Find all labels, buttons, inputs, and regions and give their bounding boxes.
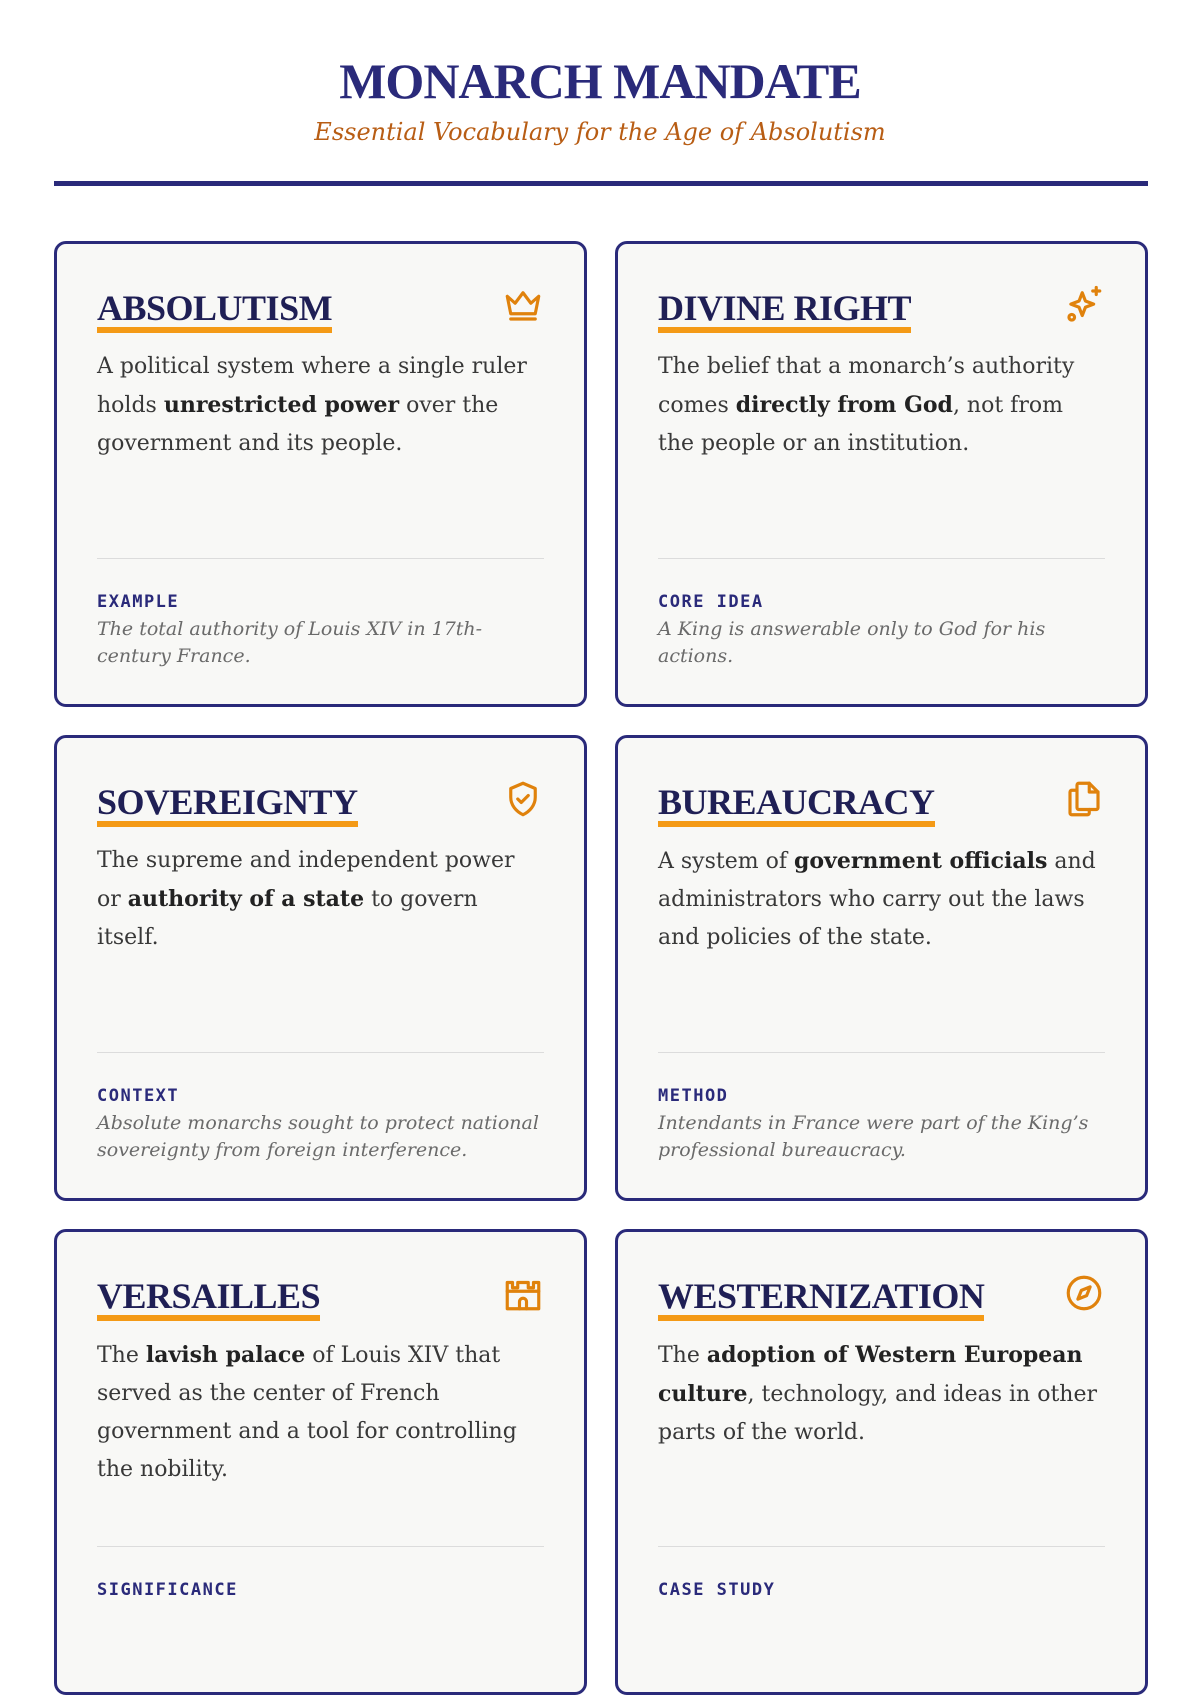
- card-definition: [658, 348, 1105, 463]
- definition-text: The belief that a monarch’s authority comes: [658, 354, 1075, 418]
- definition-text: The: [97, 1343, 146, 1368]
- page-subtitle: Essential Vocabulary for the Age of Absolutism: [314, 118, 886, 146]
- card-note-label: CONTEXT: [97, 1086, 180, 1106]
- card-note-text: A King is answerable only to God for his actions.: [658, 618, 1046, 667]
- definition-text: of Louis XIV that served as the center of French government and a tool for controlling the nobility.: [97, 1343, 517, 1482]
- shield-check-icon: [502, 778, 544, 820]
- card-divider: [658, 558, 1105, 559]
- card-note-label: CORE IDEA: [658, 592, 764, 612]
- card-note-text: Absolute monarchs sought to protect national sovereignty from foreign interference.: [97, 1112, 539, 1161]
- definition-text: A political system where a single ruler holds: [97, 354, 527, 418]
- vocabulary-card: [54, 735, 587, 1201]
- definition-text: , technology, and ideas in other parts of the world.: [658, 1382, 1097, 1445]
- definition-text: A system of: [658, 849, 794, 874]
- definition-text: to govern itself.: [97, 887, 478, 950]
- definition-emphasis: unrestricted power: [163, 392, 400, 418]
- vocabulary-grid: [54, 241, 1148, 1695]
- card-divider: [97, 558, 544, 559]
- card-term: ABSOLUTISM: [97, 290, 332, 333]
- files-icon: [1063, 778, 1105, 820]
- card-term: SOVEREIGNTY: [97, 784, 358, 827]
- card-note-label: CASE STUDY: [658, 1580, 776, 1600]
- definition-emphasis: authority of a state: [127, 886, 365, 912]
- vocabulary-card: [615, 735, 1148, 1201]
- definition-text: The supreme and independent power or: [97, 848, 515, 912]
- card-divider: [658, 1052, 1105, 1053]
- vocabulary-card: [54, 1229, 587, 1695]
- card-definition: [97, 1336, 544, 1489]
- vocabulary-card: [615, 1229, 1148, 1695]
- card-term: VERSAILLES: [97, 1278, 320, 1321]
- card-definition: [97, 348, 544, 463]
- card-note-label: SIGNIFICANCE: [97, 1580, 238, 1600]
- definition-emphasis: lavish palace: [145, 1342, 306, 1368]
- card-definition: [658, 842, 1105, 957]
- definition-text: , not from the people or an institution.: [658, 393, 1063, 456]
- card-note-text: The total authority of Louis XIV in 17th-century France.: [97, 618, 483, 667]
- card-divider: [97, 1052, 544, 1053]
- crown-icon: [502, 284, 544, 326]
- card-note-label: METHOD: [658, 1086, 729, 1106]
- card-note-label: EXAMPLE: [97, 592, 180, 612]
- definition-emphasis: adoption of Western European culture: [658, 1342, 1083, 1407]
- compass-icon: [1063, 1272, 1105, 1314]
- definition-text: The: [658, 1343, 707, 1368]
- definition-emphasis: directly from God: [735, 392, 953, 418]
- card-note-text: Intendants in France were part of the King’s professional bureaucracy.: [658, 1112, 1089, 1161]
- page-header: [0, 0, 1200, 146]
- page-title: MONARCH MANDATE: [339, 53, 861, 109]
- sparkles-icon: [1063, 284, 1105, 326]
- card-divider: [658, 1546, 1105, 1547]
- vocabulary-card: [54, 241, 587, 707]
- header-divider: [54, 181, 1148, 186]
- definition-text: over the government and its people.: [97, 393, 499, 456]
- card-term: WESTERNIZATION: [658, 1278, 984, 1321]
- card-term: BUREAUCRACY: [658, 784, 935, 827]
- card-divider: [97, 1546, 544, 1547]
- castle-icon: [502, 1272, 544, 1314]
- card-definition: [97, 842, 544, 957]
- card-term: DIVINE RIGHT: [658, 290, 911, 333]
- definition-text: and administrators who carry out the laws and policies of the state.: [658, 849, 1096, 950]
- card-definition: [658, 1336, 1105, 1452]
- definition-emphasis: government officials: [794, 848, 1048, 874]
- vocabulary-card: [615, 241, 1148, 707]
